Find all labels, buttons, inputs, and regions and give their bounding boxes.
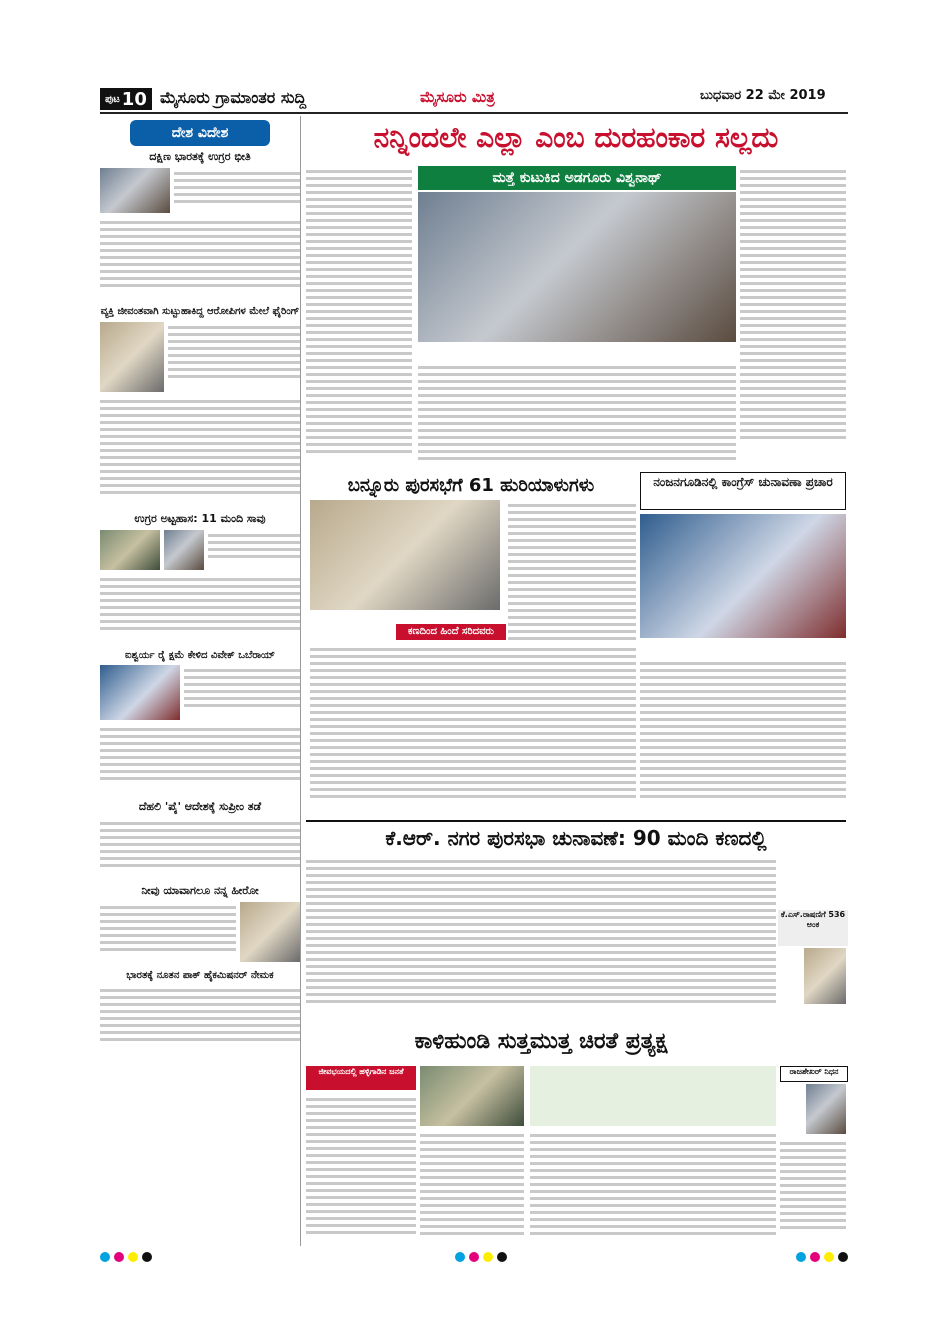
reg-dot-magenta-right: [810, 1252, 820, 1262]
obit-photo: [806, 1084, 846, 1134]
main-story-col-4: [740, 166, 846, 466]
main-headline: ನನ್ನಿಂದಲೇ ಎಲ್ಲಾ ಎಂಬ ದುರಹಂಕಾರ ಸಲ್ಲದು: [373, 121, 779, 154]
story5-headline: ಕಾಳಿಹುಂಡಿ ಸುತ್ತಮುತ್ತ ಚಿರತೆ ಪ್ರತ್ಯಕ್ಷ: [414, 1029, 668, 1054]
story5-box: ಜೀವಭಯದಲ್ಲಿ ಹಳ್ಳಿಗಾಡಿನ ಜನತೆ: [306, 1066, 416, 1090]
main-subhead: ಮತ್ತೆ ಕುಟುಕಿದ ಅಡಗೂರು ವಿಶ್ವನಾಥ್: [418, 166, 736, 190]
story4-body: [306, 856, 776, 1016]
story2-body: [310, 644, 636, 814]
left-text-1: [174, 168, 300, 213]
story5-quote-box: [530, 1066, 776, 1126]
left-text-1b: [100, 217, 300, 297]
left-photo-6: [240, 902, 300, 962]
left-headline-5: ದೆಹಲಿ 'ಪೈ' ಆದೇಶಕ್ಕೆ ಸುಪ್ರೀಂ ತಡೆ: [138, 800, 262, 813]
story5-col-1: [306, 1094, 416, 1244]
left-photo-2: [100, 322, 164, 392]
page-number-box: [100, 88, 152, 110]
marks-photo: [804, 948, 846, 1004]
page-label: ಪುಟ: [105, 93, 120, 105]
obit-text: [780, 1138, 846, 1244]
left-photo-4: [100, 665, 180, 720]
left-headline-1: ದಕ್ಷಿಣ ಭಾರತಕ್ಕೆ ಉಗ್ರರ ಭೀತಿ: [149, 150, 251, 163]
main-photo: [418, 192, 736, 342]
left-headline-6: ನೀವು ಯಾವಾಗಲೂ ನನ್ನ ಹೀರೋ: [141, 884, 259, 897]
desha-videsha-box: ದೇಶ ವಿದೇಶ: [130, 120, 270, 146]
obit-title: ರಾಜಶೇಖರ್ ನಿಧನ: [780, 1066, 848, 1082]
story5-col-3: [530, 1130, 776, 1244]
left-text-5: [100, 818, 300, 878]
section-title: ಮೈಸೂರು ಗ್ರಾಮಾಂತರ ಸುದ್ದಿ: [160, 88, 307, 107]
reg-dot-cyan-right: [796, 1252, 806, 1262]
story2-photo: [310, 500, 500, 610]
reg-dot-cyan-center: [455, 1252, 465, 1262]
left-photo-3a: [100, 530, 160, 570]
marks-title: ಕೆ.ಎಸ್.ರಾಷಣಿಗೆ 536 ಅಂಕ: [778, 910, 848, 946]
brand-logo: ಮೈಸೂರು ಮಿತ್ರ: [420, 88, 495, 106]
story2-subhead: ಕಣದಿಂದ ಹಿಂದೆ ಸರಿದವರು: [396, 624, 506, 640]
left-text-4b: [100, 724, 300, 794]
story2-right-text: [508, 500, 636, 650]
left-text-3b: [100, 574, 300, 644]
left-headline-2: ವ್ಯಕ್ತಿ ಜೀವಂತವಾಗಿ ಸುಟ್ಟುಹಾಕಿದ್ದ ಆರೋಪಿಗಳ ಮೇಲೆ ಫೈರಿಂಗ್: [100, 306, 300, 317]
reg-dot-yellow-center: [483, 1252, 493, 1262]
left-text-3: [208, 530, 300, 570]
reg-dot-black: [142, 1252, 152, 1262]
left-text-6: [100, 902, 236, 962]
left-headline-3: ಉಗ್ರರ ಅಟ್ಟಹಾಸ: 11 ಮಂದಿ ಸಾವು: [134, 512, 266, 525]
story3-photo-caption: [640, 640, 846, 654]
main-story-lower: [418, 362, 736, 466]
main-story-col-1: [306, 166, 412, 466]
reg-dot-magenta-center: [469, 1252, 479, 1262]
main-photo-caption: [418, 344, 736, 358]
left-column: [100, 116, 301, 1246]
reg-dot-black-center: [497, 1252, 507, 1262]
story3-headline: ನಂಜನಗೂಡಿನಲ್ಲಿ ಕಾಂಗ್ರೆಸ್ ಚುನಾವಣಾ ಪ್ರಚಾರ: [640, 472, 846, 510]
left-text-4: [184, 665, 300, 720]
left-text-7: [100, 985, 300, 1055]
story5-col-2: [420, 1130, 524, 1244]
issue-date: ಬುಧವಾರ 22 ಮೇ 2019: [700, 88, 826, 103]
story2-photo-caption: [310, 612, 500, 622]
reg-dot-cyan: [100, 1252, 110, 1262]
reg-dot-magenta: [114, 1252, 124, 1262]
story3-body: [640, 658, 846, 814]
page-number: 10: [121, 88, 147, 110]
left-headline-4: ಐಶ್ವರ್ಯ ರೈ ಕ್ಷಮೆ ಕೇಳಿದ ವಿವೇಕ್ ಒಬೆರಾಯ್: [124, 650, 276, 661]
reg-dot-yellow-right: [824, 1252, 834, 1262]
reg-dot-yellow: [128, 1252, 138, 1262]
story3-photo: [640, 514, 846, 638]
left-photo-1: [100, 168, 170, 213]
left-photo-3b: [164, 530, 204, 570]
left-text-2b: [100, 396, 300, 506]
story2-headline: ಬನ್ನೂರು ಪುರಸಭೆಗೆ 61 ಹುರಿಯಾಳುಗಳು: [347, 475, 595, 496]
story5-photo: [420, 1066, 524, 1126]
reg-dot-black-right: [838, 1252, 848, 1262]
left-text-2: [168, 322, 300, 392]
story4-headline: ಕೆ.ಆರ್. ನಗರ ಪುರಸಭಾ ಚುನಾವಣೆ: 90 ಮಂದಿ ಕಣದಲ್ಲಿ: [306, 820, 846, 854]
left-headline-7: ಭಾರತಕ್ಕೆ ನೂತನ ಪಾಕ್ ಹೈಕಮಿಷನರ್ ನೇಮಕ: [126, 970, 274, 981]
